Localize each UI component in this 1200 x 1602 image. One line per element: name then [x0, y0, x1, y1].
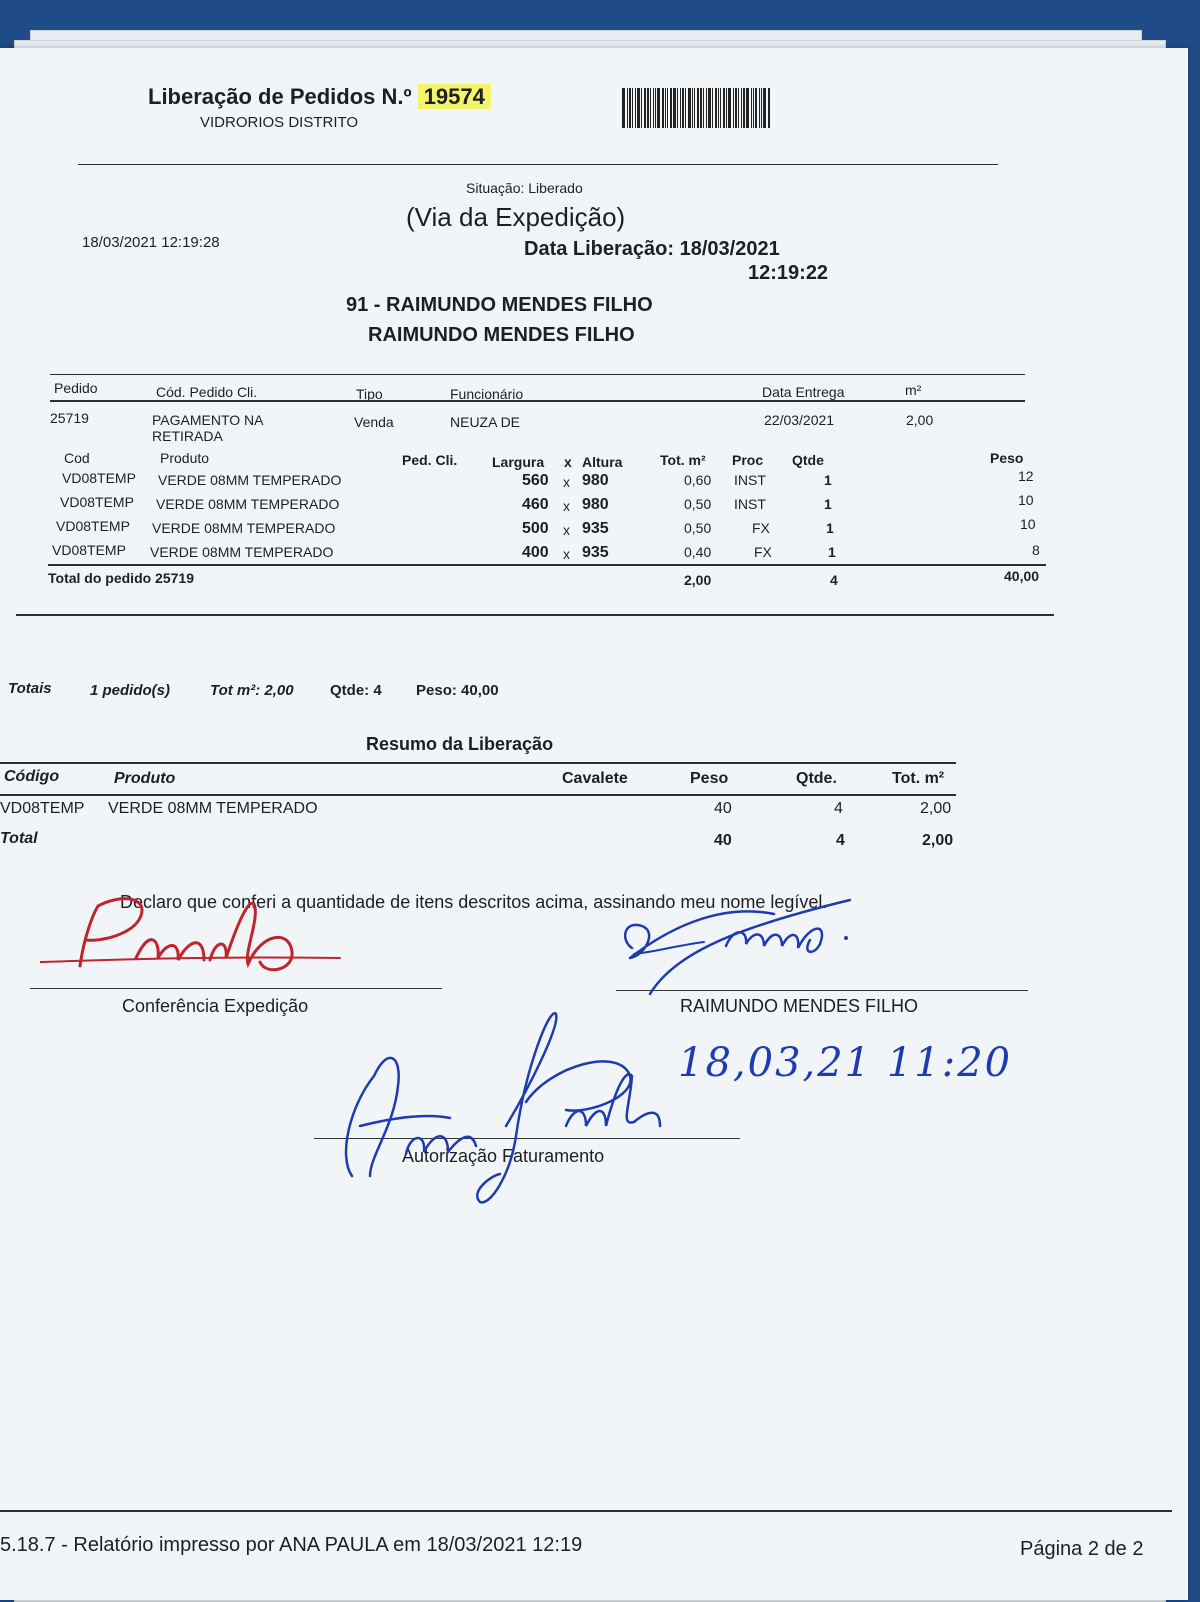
- declaration-text: Declaro que conferi a quantidade de itens descritos acima, assinando meu nome legível.: [120, 892, 828, 912]
- document-page: [0, 48, 1188, 1600]
- barcode-bar: [759, 88, 760, 128]
- summary-total-m2: 2,00: [922, 832, 954, 849]
- order-funcionario: NEUZA DE: [450, 414, 521, 430]
- items-col-proc: Proc: [732, 452, 764, 468]
- barcode-bar: [753, 88, 754, 128]
- item-qtde: 1: [824, 472, 832, 488]
- order-pedido: 25719: [50, 410, 89, 426]
- items-col-qtde: Qtde: [792, 452, 824, 468]
- document-title: [148, 84, 491, 110]
- barcode-bar: [653, 88, 654, 128]
- item-produto: VERDE 08MM TEMPERADO: [156, 496, 340, 512]
- barcode-bar: [720, 88, 721, 128]
- barcode-bar: [641, 88, 642, 128]
- barcode-bar: [718, 88, 719, 128]
- authorization-signature: [330, 1006, 670, 1216]
- barcode-bar: [662, 88, 664, 128]
- summary-col-cavalete: Cavalete: [562, 770, 628, 787]
- handwritten-date: [678, 1040, 1012, 1086]
- barcode-bar: [627, 88, 628, 128]
- barcode-bar: [728, 88, 731, 128]
- order-col-m2: m²: [905, 382, 922, 398]
- totals-peso: Peso: 40,00: [416, 682, 499, 699]
- items-col-cod: Cod: [64, 450, 90, 466]
- copy-label: (Via da Expedição): [406, 202, 626, 232]
- item-cod: VD08TEMP: [62, 470, 136, 486]
- summary-col-qtde: Qtde.: [796, 770, 837, 787]
- barcode-bar: [708, 88, 711, 128]
- summary-total-qtde: 4: [836, 832, 845, 849]
- footer-rule: [0, 1510, 1172, 1512]
- summary-col-peso: Peso: [690, 770, 729, 787]
- order-total-m2: 2,00: [684, 572, 712, 588]
- barcode-bar: [622, 88, 625, 128]
- release-date: Data Liberação: 18/03/2021: [524, 238, 780, 260]
- summary-codigo: VD08TEMP: [0, 800, 85, 817]
- item-proc: INST: [734, 472, 766, 488]
- release-time: 12:19:22: [748, 262, 829, 284]
- barcode-bar: [665, 88, 666, 128]
- title-prefix: Liberação de Pedidos N.º: [148, 84, 412, 109]
- barcode-bar: [738, 88, 739, 128]
- barcode-bar: [629, 88, 631, 128]
- barcode-bar: [763, 88, 766, 128]
- item-altura: 980: [582, 472, 609, 489]
- conference-signature: [40, 888, 360, 998]
- barcode-bar: [751, 88, 752, 128]
- conference-label: Conferência Expedição: [122, 996, 309, 1016]
- item-cod: VD08TEMP: [52, 542, 126, 558]
- barcode-bar: [761, 88, 762, 128]
- barcode-bar: [677, 88, 678, 128]
- item-largura: 400: [522, 544, 549, 561]
- footer-page: Página 2 de 2: [1020, 1538, 1144, 1560]
- handwritten-date-text: 18,03,21 11:20: [678, 1040, 1013, 1086]
- client-name-secondary: RAIMUNDO MENDES FILHO: [368, 324, 635, 346]
- order-table-top-rule: [50, 374, 1025, 375]
- client-name: 91 - RAIMUNDO MENDES FILHO: [346, 294, 653, 316]
- barcode-bar: [735, 88, 737, 128]
- summary-qtde: 4: [834, 800, 843, 817]
- barcode-bar: [700, 88, 702, 128]
- summary-col-tot-m2: Tot. m²: [892, 770, 945, 787]
- client-signature: [614, 894, 874, 1014]
- barcode-bar: [706, 88, 707, 128]
- item-cod: VD08TEMP: [56, 518, 130, 534]
- client-signature-label: RAIMUNDO MENDES FILHO: [680, 996, 919, 1016]
- item-peso: 12: [1018, 468, 1034, 484]
- order-header-rule: [50, 400, 1025, 402]
- items-col-altura: Altura: [582, 454, 623, 470]
- barcode: [622, 88, 782, 128]
- barcode-bar: [694, 88, 695, 128]
- item-largura: 560: [522, 472, 549, 489]
- totals-pedidos: 1 pedido(s): [90, 682, 171, 699]
- barcode-bar: [726, 88, 727, 128]
- summary-produto: VERDE 08MM TEMPERADO: [108, 800, 318, 817]
- item-x: x: [563, 522, 570, 538]
- order-col-funcionario: Funcionário: [450, 386, 524, 402]
- item-largura: 500: [522, 520, 549, 537]
- barcode-bar: [741, 88, 742, 128]
- order-total-label: Total do pedido 25719: [48, 570, 194, 586]
- item-proc: INST: [734, 496, 766, 512]
- barcode-bar: [688, 88, 691, 128]
- item-altura: 935: [582, 544, 609, 561]
- order-number: 19574: [418, 84, 491, 109]
- item-peso: 10: [1020, 516, 1036, 532]
- order-total-peso: 40,00: [1004, 568, 1040, 584]
- situation-label: Situação: Liberado: [466, 180, 583, 196]
- summary-top-rule: [0, 762, 956, 764]
- items-total-rule: [48, 564, 1046, 566]
- barcode-bar: [632, 88, 633, 128]
- item-altura: 980: [582, 496, 609, 513]
- barcode-bar: [697, 88, 699, 128]
- items-col-largura: Largura: [492, 454, 545, 470]
- print-datetime: 18/03/2021 12:19:28: [82, 234, 220, 251]
- summary-total-label: Total: [0, 830, 38, 847]
- order-cod-pedido-cli-1: PAGAMENTO NA: [152, 412, 264, 428]
- item-qtde: 1: [824, 496, 832, 512]
- item-proc: FX: [752, 520, 770, 536]
- totals-qtde: Qtde: 4: [330, 682, 382, 699]
- order-data-entrega: 22/03/2021: [764, 412, 835, 428]
- item-cod: VD08TEMP: [60, 494, 134, 510]
- item-x: x: [563, 474, 570, 490]
- barcode-bar: [692, 88, 693, 128]
- barcode-bar: [644, 88, 646, 128]
- item-produto: VERDE 08MM TEMPERADO: [152, 520, 336, 536]
- barcode-bar: [670, 88, 672, 128]
- barcode-bar: [667, 88, 668, 128]
- summary-col-codigo: Código: [4, 768, 60, 785]
- barcode-bar: [635, 88, 636, 128]
- item-tot-m2: 0,40: [684, 544, 712, 560]
- summary-col-produto: Produto: [114, 770, 176, 787]
- summary-header-rule: [0, 794, 956, 796]
- items-col-peso: Peso: [990, 450, 1024, 466]
- items-col-produto: Produto: [160, 450, 210, 466]
- item-tot-m2: 0,50: [684, 520, 712, 536]
- barcode-bar: [680, 88, 681, 128]
- item-peso: 8: [1032, 542, 1040, 558]
- summary-title: Resumo da Liberação: [366, 734, 554, 754]
- barcode-bar: [743, 88, 745, 128]
- barcode-bar: [647, 88, 649, 128]
- barcode-bar: [650, 88, 651, 128]
- barcode-bar: [637, 88, 640, 128]
- order-col-pedido: Pedido: [54, 380, 98, 396]
- item-produto: VERDE 08MM TEMPERADO: [158, 472, 342, 488]
- barcode-bar: [755, 88, 757, 128]
- section-divider: [16, 614, 1054, 616]
- order-cod-pedido-cli-2: RETIRADA: [152, 428, 223, 444]
- company-name: VIDRORIOS DISTRITO: [200, 114, 359, 131]
- barcode-bar: [703, 88, 704, 128]
- barcode-bar: [712, 88, 713, 128]
- order-col-tipo: Tipo: [356, 386, 383, 402]
- item-qtde: 1: [826, 520, 834, 536]
- footer-printed-by: 5.18.7 - Relatório impresso por ANA PAULA em 18/03/2021 12:19: [0, 1534, 583, 1556]
- summary-tot-m2: 2,00: [920, 800, 952, 817]
- barcode-bar: [733, 88, 734, 128]
- barcode-bar: [673, 88, 676, 128]
- order-m2: 2,00: [906, 412, 934, 428]
- item-peso: 10: [1018, 492, 1034, 508]
- barcode-bar: [723, 88, 725, 128]
- item-tot-m2: 0,60: [684, 472, 712, 488]
- item-produto: VERDE 08MM TEMPERADO: [150, 544, 334, 560]
- item-qtde: 1: [828, 544, 836, 560]
- totals-label: Totais: [8, 680, 52, 697]
- item-proc: FX: [754, 544, 772, 560]
- order-tipo: Venda: [354, 414, 394, 430]
- barcode-bar: [657, 88, 660, 128]
- item-tot-m2: 0,50: [684, 496, 712, 512]
- summary-total-peso: 40: [714, 832, 732, 849]
- item-largura: 460: [522, 496, 549, 513]
- barcode-bar: [768, 88, 770, 128]
- totals-tot-m2: Tot m²: 2,00: [210, 682, 294, 699]
- items-col-tot-m2: Tot. m²: [660, 452, 706, 468]
- items-col-x: x: [564, 454, 572, 470]
- authorization-label: Autorização Faturamento: [402, 1146, 605, 1166]
- header-divider: [78, 164, 998, 165]
- barcode-bar: [715, 88, 717, 128]
- item-altura: 935: [582, 520, 609, 537]
- items-col-ped-cli: Ped. Cli.: [402, 452, 458, 468]
- order-total-qtde: 4: [830, 572, 838, 588]
- barcode-bar: [655, 88, 656, 128]
- order-col-data-entrega: Data Entrega: [762, 384, 845, 400]
- item-x: x: [563, 546, 570, 562]
- barcode-bar: [685, 88, 686, 128]
- barcode-bar: [746, 88, 749, 128]
- item-x: x: [563, 498, 570, 514]
- summary-peso: 40: [714, 800, 732, 817]
- order-col-cod-pedido-cli: Cód. Pedido Cli.: [156, 384, 258, 400]
- barcode-bar: [682, 88, 684, 128]
